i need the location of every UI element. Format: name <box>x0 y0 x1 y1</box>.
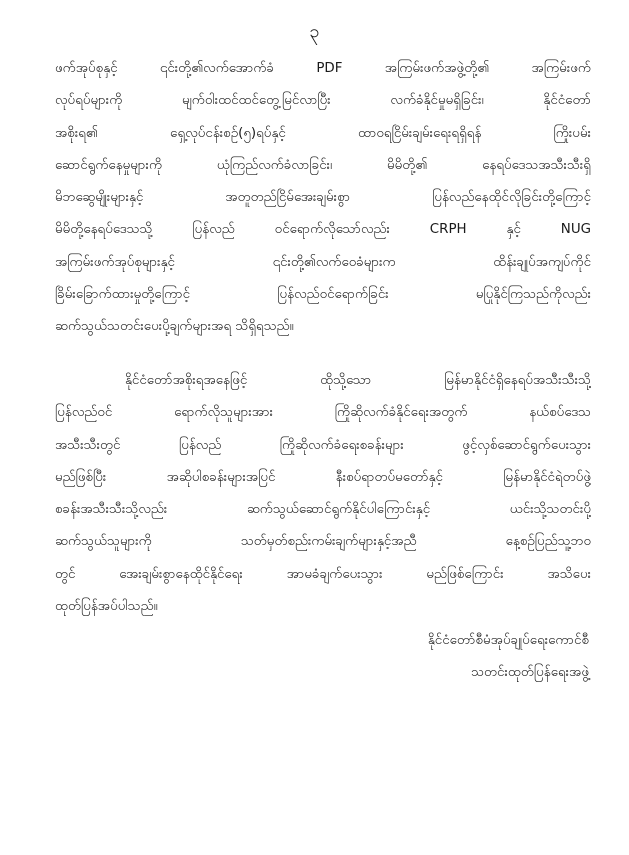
paragraph-line: အသီးသီးတွင် ပြန်လည် ကြိုဆိုလက်ခံရေးစခန်းများ ဖွင့်လှစ်ဆောင်ရွက်ပေးသွား <box>55 437 591 453</box>
paragraph-line: ထုတ်ပြန်အပ်ပါသည်။ <box>55 599 158 615</box>
paragraph-line: အကြမ်းဖက်အုပ်စုများနှင့် ၎င်းတို့၏လက်ဝေခံများက ထိန်းချုပ်အကျပ်ကိုင် <box>55 254 591 270</box>
paragraph-1 <box>55 53 591 344</box>
signature-block <box>428 625 589 689</box>
signature-issuer: နိုင်ငံတော်စီမံအုပ်ချုပ်ရေးကောင်စီ <box>427 633 589 648</box>
paragraph-line: ခြိမ်းခြောက်ထားမှုတို့ကြောင့် ပြန်လည်ဝင်ရောက်ခြင်း မပြုနိုင်ကြသည်ကိုလည်း <box>55 287 591 303</box>
paragraph-line: တွင် အေးချမ်းစွာနေထိုင်နိုင်ရေး အာမခံချက်ပေးသွား မည်ဖြစ်ကြောင်း အသိပေး <box>55 566 591 582</box>
paragraph-line: မည်ဖြစ်ပြီး အဆိုပါစခန်းများအပြင် နီးစပ်ရာတပ်မတော်နှင့် မြန်မာနိုင်ငံရဲတပ်ဖွဲ့ <box>55 469 591 485</box>
paragraph-line: ဆောင်ရွက်နေမှုများကို ယုံကြည်လက်ခံလာခြင်း၊ မိမိတို့၏ နေရပ်ဒေသအသီးသီးရှိ <box>55 157 591 173</box>
paragraph-line: ပြန်လည်ဝင် ရောက်လိုသူများအား ကြိုဆိုလက်ခံနိုင်ရေးအတွက် နယ်စပ်ဒေသ <box>55 405 591 421</box>
paragraph-line: ဆက်သွယ်သူများကို သတ်မှတ်စည်းကမ်းချက်များနှင့်အညီ နေ့စဉ်ပြည်သူ့ဘဝ <box>55 534 591 550</box>
paragraph-line: လုပ်ရပ်များကို မျက်ဝါးထင်ထင်တွေ့မြင်လာပြီး လက်ခံနိုင်မှုမရှိခြင်း၊ နိုင်ငံတော် <box>55 93 591 109</box>
paragraph-2 <box>55 365 591 623</box>
page-number: ၃ <box>309 21 320 42</box>
signature-department: သတင်းထုတ်ပြန်ရေးအဖွဲ့ <box>471 665 589 680</box>
paragraph-line: မိဘဆွေမျိုးများနှင့် အတူတည်ငြိမ်အေးချမ်းစွာ ပြန်လည်နေထိုင်လိုခြင်းတို့ကြောင့် <box>55 190 591 206</box>
paragraph-line: ဖက်အုပ်စုနှင့် ၎င်းတို့၏လက်အောက်ခံ PDF အကြမ်းဖက်အဖွဲ့တို့၏ အကြမ်းဖက် <box>55 61 591 76</box>
paragraph-line: စခန်းအသီးသီးသို့လည်း ဆက်သွယ်ဆောင်ရွက်နိုင်ပါကြောင်းနှင့် ယင်းသို့သတင်းပို့ <box>55 502 591 518</box>
paragraph-line: ဆက်သွယ်သတင်းပေးပို့ချက်များအရ သိရှိရသည်။ <box>55 319 294 335</box>
paragraph-line: အစိုးရ၏ ရှေ့လုပ်ငန်းစဉ်(၅)ရပ်နှင့် ထာဝရငြိမ်းချမ်းရေးရရှိရန် ကြိုးပမ်း <box>55 125 591 141</box>
paragraph-line: မိမိတို့နေရပ်ဒေသသို့ ပြန်လည် ဝင်ရောက်လိုသော်လည်း CRPH နှင့် NUG <box>55 222 591 238</box>
paragraph-line: နိုင်ငံတော်အစိုးရအနေဖြင့် ထိုသို့သော မြန်မာနိုင်ငံရှိနေရပ်အသီးသီးသို့ <box>125 373 591 388</box>
